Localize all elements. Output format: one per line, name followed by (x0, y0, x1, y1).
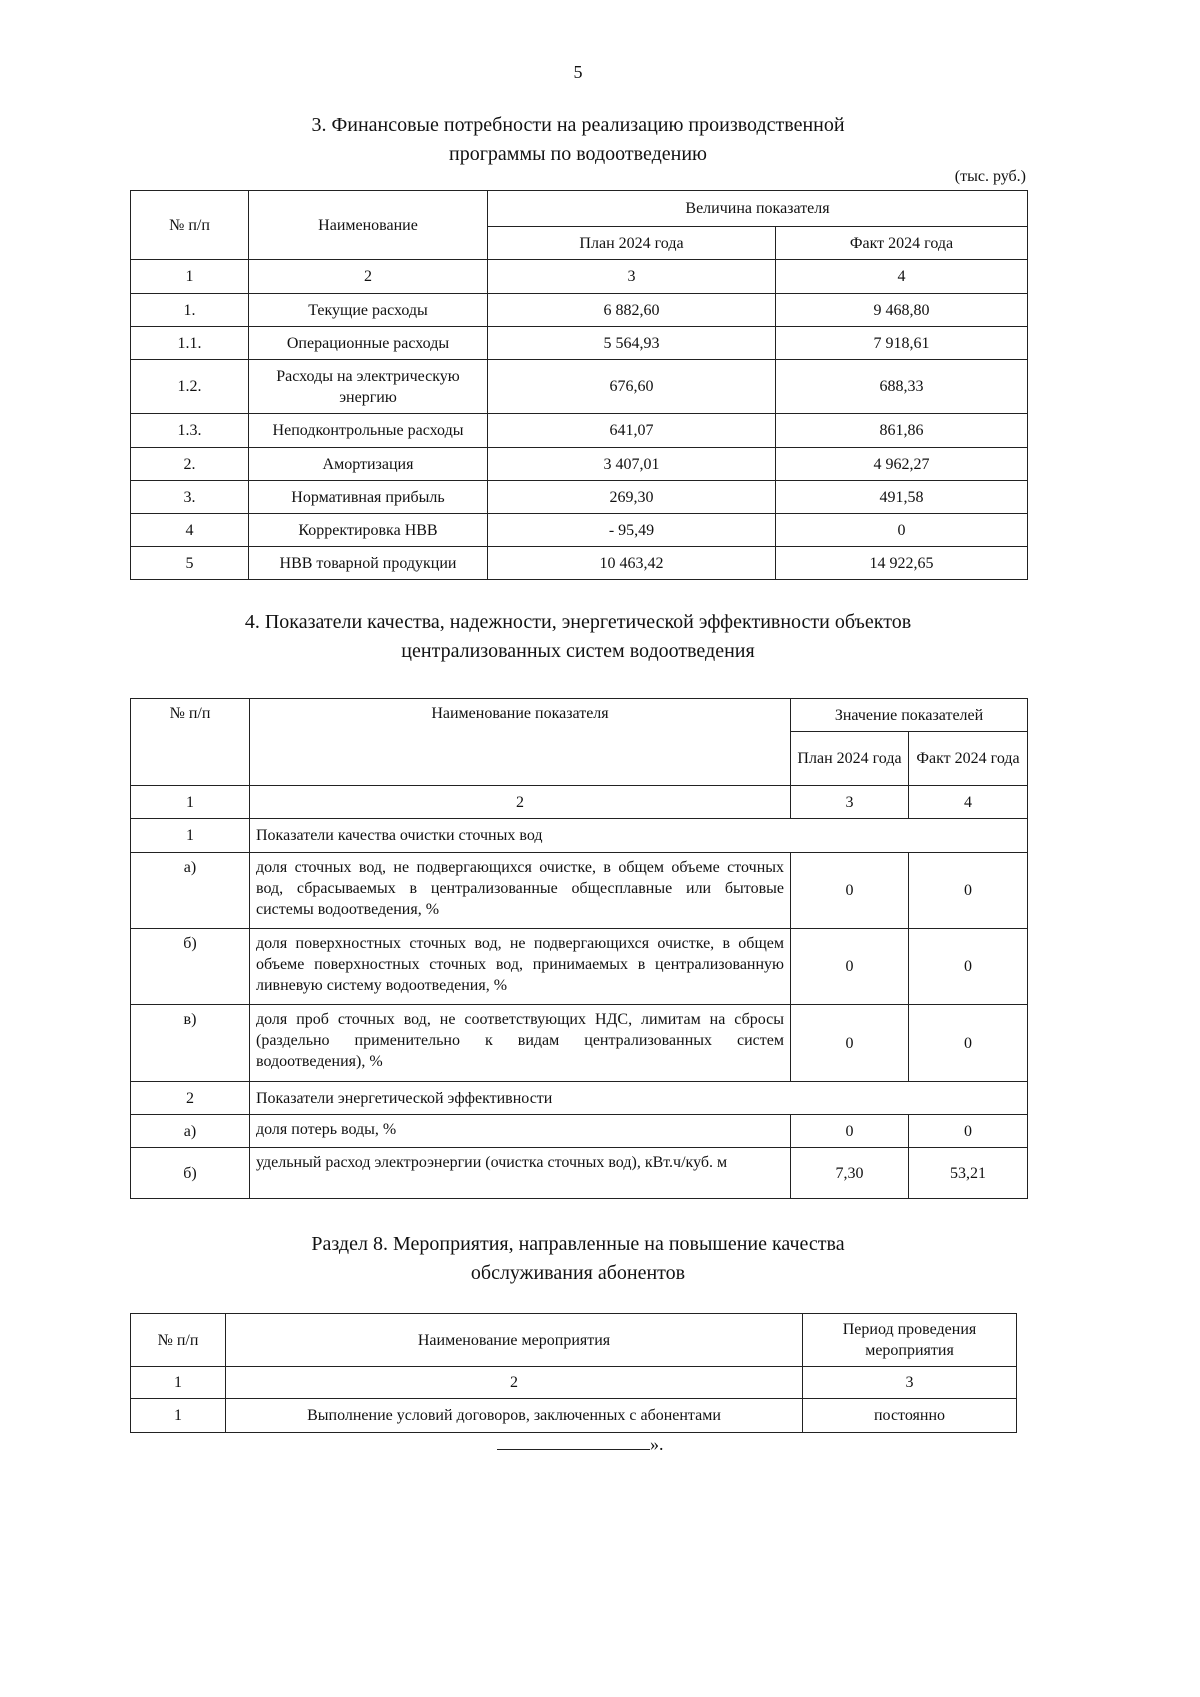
cell-plan: 5 564,93 (488, 327, 776, 360)
header-value: Значение показателей (791, 699, 1028, 732)
table-row (131, 360, 1028, 414)
column-numbers-row (131, 1367, 1017, 1399)
cell-num: 1.1. (131, 327, 249, 360)
cell-num: 5 (131, 547, 249, 580)
quality-indicators-table (130, 698, 1028, 1199)
cell-name: НВВ товарной продукции (249, 547, 488, 580)
table-row (131, 1148, 1028, 1199)
cell-plan: 3 407,01 (488, 448, 776, 481)
cell-plan: 269,30 (488, 481, 776, 514)
cell-plan: 7,30 (791, 1148, 909, 1199)
cell-num: 1.2. (131, 360, 249, 414)
title-line: Раздел 8. Мероприятия, направленные на повышение качества (311, 1233, 845, 1255)
cell-num: в) (131, 1005, 250, 1082)
cell-fact: 0 (909, 929, 1028, 1005)
table-row (131, 1005, 1028, 1082)
cell-fact: 491,58 (776, 481, 1028, 514)
group-name: Показатели энергетической эффективности (250, 1082, 1028, 1115)
cell-num: 1. (131, 294, 249, 327)
title-line: 3. Финансовые потребности на реализацию производственной (311, 114, 845, 136)
group-row (131, 1082, 1028, 1115)
col-number: 1 (131, 1367, 226, 1399)
header-plan: План 2024 года (488, 227, 776, 260)
group-row (131, 819, 1028, 853)
cell-fact: 4 962,27 (776, 448, 1028, 481)
cell-fact: 861,86 (776, 414, 1028, 448)
col-number: 3 (488, 260, 776, 294)
title-line: обслуживания абонентов (470, 1262, 686, 1284)
cell-plan: 0 (791, 853, 909, 929)
col-number: 3 (803, 1367, 1017, 1399)
header-num: № п/п (131, 1314, 226, 1367)
cell-plan: 0 (791, 929, 909, 1005)
table-row (131, 481, 1028, 514)
closing-mark (497, 1434, 664, 1455)
cell-name: Неподконтрольные расходы (249, 414, 488, 448)
col-number: 4 (776, 260, 1028, 294)
table-row (131, 448, 1028, 481)
col-number: 3 (791, 786, 909, 819)
cell-name: Операционные расходы (249, 327, 488, 360)
header-name: Наименование показателя (250, 699, 791, 786)
cell-plan: - 95,49 (488, 514, 776, 547)
column-numbers-row (131, 260, 1028, 294)
cell-num: 1 (131, 1399, 226, 1433)
cell-name: Нормативная прибыль (249, 481, 488, 514)
table-row (131, 547, 1028, 580)
cell-num: 3. (131, 481, 249, 514)
header-fact: Факт 2024 года (776, 227, 1028, 260)
cell-fact: 7 918,61 (776, 327, 1028, 360)
header-fact: Факт 2024 года (909, 732, 1028, 786)
cell-name: Выполнение условий договоров, заключенных с абонентами (226, 1399, 803, 1433)
column-numbers-row (131, 786, 1028, 819)
cell-name: Текущие расходы (249, 294, 488, 327)
section3-title (130, 111, 1026, 169)
table-row (131, 514, 1028, 547)
cell-name: доля проб сточных вод, не соответствующих НДС, лимитам на сбросы (раздельно применительно к видам централизованных систем водоотведения), % (250, 1005, 791, 1082)
col-number: 4 (909, 786, 1028, 819)
col-number: 1 (131, 786, 250, 819)
cell-plan: 0 (791, 1115, 909, 1148)
cell-period: постоянно (803, 1399, 1017, 1433)
cell-name: Амортизация (249, 448, 488, 481)
table-row (131, 414, 1028, 448)
cell-name: Корректировка НВВ (249, 514, 488, 547)
cell-plan: 676,60 (488, 360, 776, 414)
closing-quote: ». (650, 1434, 664, 1454)
table-row (131, 327, 1028, 360)
table-row (131, 294, 1028, 327)
cell-num: а) (131, 853, 250, 929)
cell-num: 1.3. (131, 414, 249, 448)
table-row (131, 929, 1028, 1005)
page-number: 5 (573, 62, 583, 82)
group-name: Показатели качества очистки сточных вод (250, 819, 1028, 853)
col-number: 1 (131, 260, 249, 294)
cell-num: б) (131, 929, 250, 1005)
cell-name: доля поверхностных сточных вод, не подвергающихся очистке, в общем объеме поверхностных сточных вод, принимаемых в централизованную ливневую систему водоотведения, % (250, 929, 791, 1005)
header-num: № п/п (131, 699, 250, 786)
cell-name: доля потерь воды, % (250, 1115, 791, 1148)
header-plan: План 2024 года (791, 732, 909, 786)
cell-plan: 0 (791, 1005, 909, 1082)
col-number: 2 (226, 1367, 803, 1399)
col-number: 2 (249, 260, 488, 294)
header-period: Период проведения мероприятия (803, 1314, 1017, 1367)
cell-plan: 6 882,60 (488, 294, 776, 327)
section4-title (130, 608, 1026, 666)
cell-fact: 0 (909, 1115, 1028, 1148)
cell-num: 4 (131, 514, 249, 547)
cell-fact: 688,33 (776, 360, 1028, 414)
col-number: 2 (250, 786, 791, 819)
cell-plan: 10 463,42 (488, 547, 776, 580)
cell-name: удельный расход электроэнергии (очистка сточных вод), кВт.ч/куб. м (250, 1148, 791, 1199)
header-name: Наименование (249, 191, 488, 260)
header-value: Величина показателя (488, 191, 1028, 227)
financial-needs-table (130, 190, 1028, 580)
header-num: № п/п (131, 191, 249, 260)
unit-label: (тыс. руб.) (954, 168, 1026, 185)
cell-fact: 53,21 (909, 1148, 1028, 1199)
group-num: 1 (131, 819, 250, 853)
cell-name: Расходы на электрическую энергию (249, 360, 488, 414)
header-row (131, 1314, 1017, 1367)
cell-fact: 0 (776, 514, 1028, 547)
table-row (131, 853, 1028, 929)
cell-fact: 14 922,65 (776, 547, 1028, 580)
cell-fact: 0 (909, 853, 1028, 929)
table-row (131, 1399, 1017, 1433)
cell-num: 2. (131, 448, 249, 481)
section8-title (130, 1230, 1026, 1288)
table-row (131, 1115, 1028, 1148)
cell-fact: 0 (909, 1005, 1028, 1082)
activities-table (130, 1313, 1017, 1433)
cell-fact: 9 468,80 (776, 294, 1028, 327)
cell-num: б) (131, 1148, 250, 1199)
signature-line (497, 1435, 650, 1450)
header-row (131, 699, 1028, 732)
cell-name: доля сточных вод, не подвергающихся очистке, в общем объеме сточных вод, сбрасываемых в централизованные общесплавные или бытовые системы водоотведения, % (250, 853, 791, 929)
header-row (131, 191, 1028, 227)
title-line: централизованных систем водоотведения (401, 640, 755, 662)
cell-plan: 641,07 (488, 414, 776, 448)
title-line: программы по водоотведению (449, 143, 707, 165)
header-name: Наименование мероприятия (226, 1314, 803, 1367)
cell-num: а) (131, 1115, 250, 1148)
title-line: 4. Показатели качества, надежности, энергетической эффективности объектов (244, 611, 912, 633)
group-num: 2 (131, 1082, 250, 1115)
